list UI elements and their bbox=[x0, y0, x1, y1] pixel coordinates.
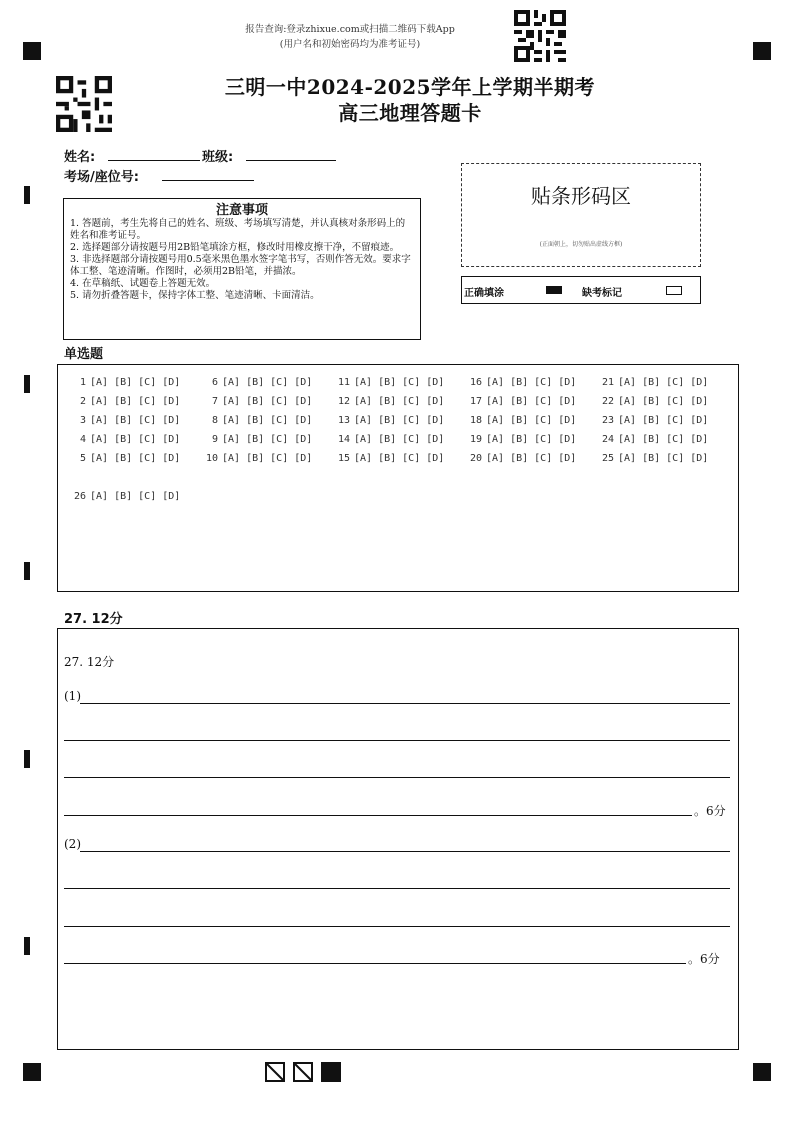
timing-mark bbox=[24, 562, 30, 580]
mc-answer-options[interactable]: [A] [B] [C] [D] bbox=[618, 377, 709, 388]
mc-question-number: 10 bbox=[205, 453, 218, 464]
mc-question-number: 25 bbox=[601, 453, 614, 464]
mc-answer-options[interactable]: [A] [B] [C] [D] bbox=[90, 491, 181, 502]
mc-question-number: 21 bbox=[601, 377, 614, 388]
mc-question-6 bbox=[200, 377, 312, 388]
mc-question-number: 14 bbox=[337, 434, 350, 445]
seat-label: 考场/座位号: bbox=[64, 170, 139, 185]
corner-mark-top-right bbox=[753, 42, 771, 60]
mc-answer-options[interactable]: [A] [B] [C] [D] bbox=[354, 453, 445, 464]
notice-item: 4. 在草稿纸、试题卷上答题无效。 bbox=[70, 278, 216, 289]
mc-question-9 bbox=[200, 434, 312, 445]
mc-answer-options[interactable]: [A] [B] [C] [D] bbox=[222, 453, 313, 464]
mc-question-number: 7 bbox=[211, 396, 218, 407]
mc-answer-options[interactable]: [A] [B] [C] [D] bbox=[90, 453, 181, 464]
answer-line[interactable] bbox=[64, 740, 730, 741]
mc-question-2 bbox=[68, 396, 180, 407]
mc-question-3 bbox=[68, 415, 180, 426]
report-query-line1: 报告查询:登录zhixue.com或扫描二维码下载App bbox=[245, 24, 455, 35]
mc-answer-options[interactable]: [A] [B] [C] [D] bbox=[354, 396, 445, 407]
mc-question-number: 26 bbox=[73, 491, 86, 502]
corner-mark-bottom-left bbox=[23, 1063, 41, 1081]
mc-answer-options[interactable]: [A] [B] [C] [D] bbox=[486, 415, 577, 426]
mc-question-21 bbox=[596, 377, 708, 388]
mc-answer-options[interactable]: [A] [B] [C] [D] bbox=[618, 415, 709, 426]
notice-item: 1. 答题前，考生先将自己的姓名、班级、考场填写清楚，并认真核对条形码上的姓名和准考证号。 bbox=[70, 218, 406, 241]
seat-field[interactable] bbox=[162, 180, 254, 181]
mc-question-17 bbox=[464, 396, 576, 407]
part1-label: (1) bbox=[64, 689, 81, 703]
title-school-exam: 三明一中2024-2025学年上学期半期考 bbox=[224, 75, 596, 99]
report-query-line2: (用户名和初始密码均为准考证号) bbox=[279, 39, 421, 50]
q27-answer-box bbox=[57, 628, 739, 1050]
mc-answer-options[interactable]: [A] [B] [C] [D] bbox=[486, 377, 577, 388]
timing-mark bbox=[24, 375, 30, 393]
mc-question-number: 11 bbox=[337, 377, 350, 388]
name-field[interactable] bbox=[108, 160, 200, 161]
mc-question-number: 2 bbox=[79, 396, 86, 407]
mc-answer-options[interactable]: [A] [B] [C] [D] bbox=[354, 415, 445, 426]
barcode-title: 贴条形码区 bbox=[531, 184, 631, 208]
mc-question-20 bbox=[464, 453, 576, 464]
mc-question-14 bbox=[332, 434, 444, 445]
part1-score: 。6分 bbox=[694, 804, 726, 818]
timing-mark bbox=[24, 186, 30, 204]
class-field[interactable] bbox=[246, 160, 336, 161]
correct-fill-sample bbox=[546, 286, 562, 294]
mc-answer-options[interactable]: [A] [B] [C] [D] bbox=[90, 415, 181, 426]
answer-line[interactable] bbox=[64, 777, 730, 778]
mc-answer-options[interactable]: [A] [B] [C] [D] bbox=[90, 377, 181, 388]
mc-answer-options[interactable]: [A] [B] [C] [D] bbox=[354, 434, 445, 445]
mc-question-number: 13 bbox=[337, 415, 350, 426]
slash-box-mark bbox=[265, 1062, 285, 1082]
mc-question-4 bbox=[68, 434, 180, 445]
mc-question-number: 3 bbox=[79, 415, 86, 426]
mc-answer-options[interactable]: [A] [B] [C] [D] bbox=[618, 453, 709, 464]
name-label: 姓名: bbox=[64, 150, 96, 165]
timing-mark bbox=[24, 937, 30, 955]
answer-line[interactable] bbox=[80, 851, 730, 852]
slash-box-mark bbox=[293, 1062, 313, 1082]
mc-question-7 bbox=[200, 396, 312, 407]
mc-question-5 bbox=[68, 453, 180, 464]
barcode-hint: (正面朝上，切勿贴出虚线方框) bbox=[539, 241, 623, 248]
notice-item: 3. 非选择题部分请按题号用0.5毫米黑色墨水签字笔书写，否则作答无效。要求字体工整、笔迹清晰。作图时，必须用2B铅笔，并描浓。 bbox=[70, 254, 411, 277]
mc-question-number: 6 bbox=[211, 377, 218, 388]
mc-question-number: 19 bbox=[469, 434, 482, 445]
title-subject: 高三地理答题卡 bbox=[338, 101, 482, 125]
mc-answer-options[interactable]: [A] [B] [C] [D] bbox=[618, 434, 709, 445]
mc-answer-options[interactable]: [A] [B] [C] [D] bbox=[486, 434, 577, 445]
timing-mark bbox=[24, 750, 30, 768]
mc-question-12 bbox=[332, 396, 444, 407]
filled-box-mark bbox=[321, 1062, 341, 1082]
corner-mark-top-left bbox=[23, 42, 41, 60]
mc-answer-options[interactable]: [A] [B] [C] [D] bbox=[222, 396, 313, 407]
mc-question-number: 20 bbox=[469, 453, 482, 464]
mc-question-22 bbox=[596, 396, 708, 407]
answer-line[interactable] bbox=[64, 888, 730, 889]
fill-legend bbox=[461, 276, 701, 304]
mc-question-number: 22 bbox=[601, 396, 614, 407]
mc-answer-options[interactable]: [A] [B] [C] [D] bbox=[354, 377, 445, 388]
answer-line[interactable] bbox=[80, 703, 730, 704]
q27-inner-label: 27. 12分 bbox=[64, 655, 115, 669]
mc-question-number: 15 bbox=[337, 453, 350, 464]
mc-question-23 bbox=[596, 415, 708, 426]
mc-question-number: 16 bbox=[469, 377, 482, 388]
absent-mark-label: 缺考标记 bbox=[582, 288, 622, 299]
qr-code-top[interactable] bbox=[514, 10, 566, 62]
mc-question-11 bbox=[332, 377, 444, 388]
mc-answer-box bbox=[57, 364, 739, 592]
page-title bbox=[200, 74, 620, 126]
mc-answer-options[interactable]: [A] [B] [C] [D] bbox=[486, 396, 577, 407]
notice-item: 2. 选择题部分请按题号用2B铅笔填涂方框，修改时用橡皮擦干净，不留痕迹。 bbox=[70, 242, 400, 253]
mc-question-10 bbox=[200, 453, 312, 464]
answer-line[interactable] bbox=[64, 963, 686, 964]
mc-question-16 bbox=[464, 377, 576, 388]
q27-section-label: 27. 12分 bbox=[64, 612, 123, 627]
class-label: 班级: bbox=[202, 150, 234, 165]
mc-question-number: 8 bbox=[211, 415, 218, 426]
mc-question-15 bbox=[332, 453, 444, 464]
notice-box bbox=[63, 198, 421, 340]
mc-answer-options[interactable]: [A] [B] [C] [D] bbox=[90, 396, 181, 407]
mc-question-number: 23 bbox=[601, 415, 614, 426]
mc-answer-options[interactable]: [A] [B] [C] [D] bbox=[90, 434, 181, 445]
mc-question-number: 9 bbox=[211, 434, 218, 445]
mc-question-number: 4 bbox=[79, 434, 86, 445]
correct-fill-label: 正确填涂 bbox=[464, 288, 504, 299]
mc-question-18 bbox=[464, 415, 576, 426]
mc-question-13 bbox=[332, 415, 444, 426]
mc-question-number: 18 bbox=[469, 415, 482, 426]
qr-code-header bbox=[56, 76, 112, 132]
barcode-area[interactable] bbox=[461, 163, 701, 267]
part2-score: 。6分 bbox=[688, 952, 720, 966]
answer-line[interactable] bbox=[64, 815, 692, 816]
notice-title: 注意事项 bbox=[215, 203, 268, 218]
mc-question-number: 24 bbox=[601, 434, 614, 445]
mc-question-19 bbox=[464, 434, 576, 445]
mc-answer-options[interactable]: [A] [B] [C] [D] bbox=[486, 453, 577, 464]
report-query-note bbox=[200, 22, 500, 52]
mc-question-26 bbox=[68, 491, 180, 502]
absent-mark-box[interactable] bbox=[666, 286, 682, 295]
part2-label: (2) bbox=[64, 837, 81, 851]
mc-question-number: 17 bbox=[469, 396, 482, 407]
mc-answer-options[interactable]: [A] [B] [C] [D] bbox=[222, 434, 313, 445]
mc-question-8 bbox=[200, 415, 312, 426]
mc-answer-options[interactable]: [A] [B] [C] [D] bbox=[618, 396, 709, 407]
mc-question-25 bbox=[596, 453, 708, 464]
mc-section-label: 单选题 bbox=[64, 347, 104, 362]
mc-question-number: 1 bbox=[79, 377, 86, 388]
mc-answer-options[interactable]: [A] [B] [C] [D] bbox=[222, 377, 313, 388]
mc-answer-options[interactable]: [A] [B] [C] [D] bbox=[222, 415, 313, 426]
mc-question-1 bbox=[68, 377, 180, 388]
answer-line[interactable] bbox=[64, 926, 730, 927]
notice-item: 5. 请勿折叠答题卡，保持字体工整、笔迹清晰、卡面清洁。 bbox=[70, 290, 320, 301]
mc-question-number: 12 bbox=[337, 396, 350, 407]
corner-mark-bottom-right bbox=[753, 1063, 771, 1081]
mc-question-number: 5 bbox=[79, 453, 86, 464]
mc-question-24 bbox=[596, 434, 708, 445]
